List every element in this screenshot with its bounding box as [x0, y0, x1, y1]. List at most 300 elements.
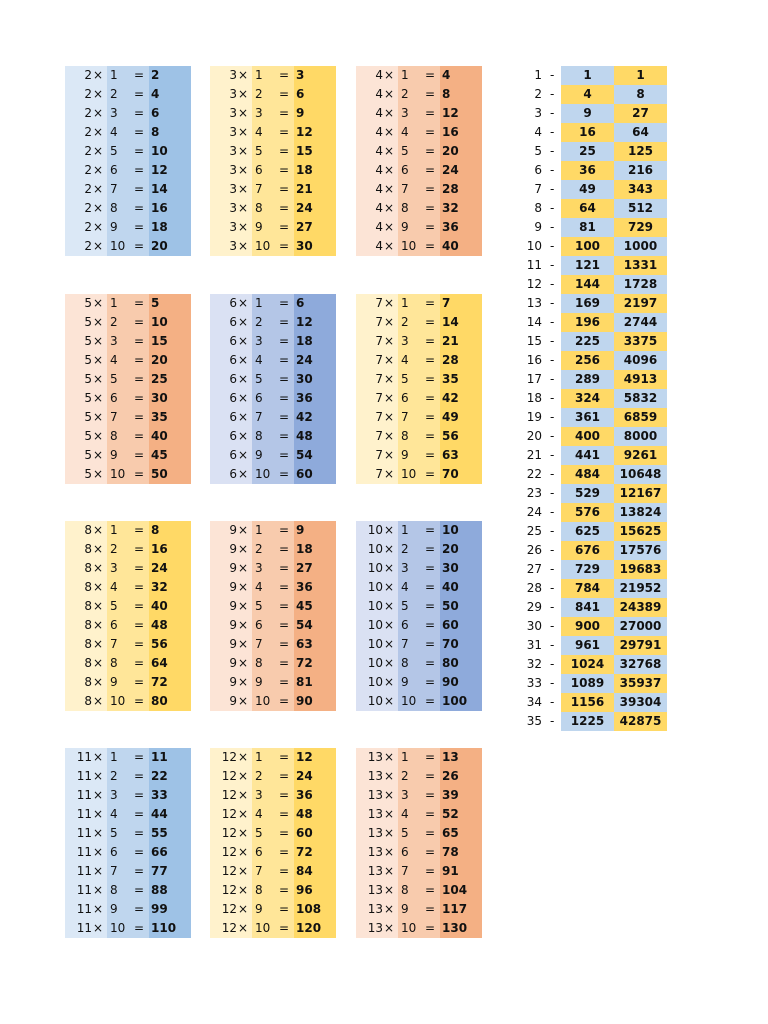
multiplicand: 6 — [229, 410, 237, 424]
times-sign: × — [384, 883, 395, 897]
multiplicand-cell — [65, 237, 107, 256]
product: 15 — [296, 144, 313, 158]
table-row — [65, 748, 191, 767]
table-row — [520, 123, 668, 142]
multiplicand-cell — [356, 218, 398, 237]
multiplicand-cell — [210, 881, 252, 900]
times-sign: × — [384, 296, 395, 310]
product-cell — [149, 786, 191, 805]
multiplier: 6 — [110, 163, 118, 177]
multiplier: 7 — [401, 864, 409, 878]
product: 7 — [442, 296, 451, 310]
multiplier-cell — [252, 692, 294, 711]
square-value: 144 — [561, 275, 614, 294]
multiplier: 10 — [255, 467, 271, 481]
product: 28 — [442, 353, 459, 367]
square-value: 961 — [561, 636, 614, 655]
multiplicand: 9 — [229, 675, 237, 689]
product: 10 — [442, 523, 459, 537]
number-label: 22 — [526, 467, 542, 481]
product: 18 — [296, 334, 313, 348]
multiplicand-cell — [65, 900, 107, 919]
table-row — [65, 351, 191, 370]
multiplicand-cell — [356, 370, 398, 389]
table-row — [210, 824, 336, 843]
dash: - — [550, 277, 555, 291]
table-row — [65, 199, 191, 218]
multiplicand-cell — [65, 919, 107, 938]
product-cell — [294, 824, 336, 843]
table-row — [356, 389, 482, 408]
product: 32 — [442, 201, 459, 215]
times-sign: × — [384, 675, 395, 689]
table-row — [65, 635, 191, 654]
times-table-5 — [65, 294, 191, 484]
multiplicand: 10 — [367, 523, 383, 537]
equals-sign: = — [425, 429, 436, 443]
times-sign: × — [238, 334, 249, 348]
table-row — [356, 446, 482, 465]
multiplier: 8 — [110, 656, 118, 670]
equals-sign: = — [134, 637, 145, 651]
multiplier-cell — [252, 389, 294, 408]
dash: - — [550, 106, 555, 120]
square-value: 9 — [561, 104, 614, 123]
multiplier: 1 — [255, 750, 263, 764]
product-cell — [149, 427, 191, 446]
equals-sign: = — [279, 902, 290, 916]
table-row — [210, 85, 336, 104]
multiplicand-cell — [210, 900, 252, 919]
product: 30 — [296, 239, 313, 253]
table-row — [210, 900, 336, 919]
equals-sign: = — [279, 334, 290, 348]
equals-sign: = — [134, 391, 145, 405]
times-table-13 — [356, 748, 482, 938]
number-label: 10 — [526, 239, 542, 253]
table-row — [520, 332, 668, 351]
table-row — [65, 824, 191, 843]
multiplier-cell — [398, 294, 440, 313]
table-row — [356, 199, 482, 218]
product-cell — [440, 578, 482, 597]
times-sign: × — [238, 921, 249, 935]
multiplicand: 9 — [229, 694, 237, 708]
times-sign: × — [93, 410, 104, 424]
dash: - — [550, 163, 555, 177]
equals-sign: = — [425, 561, 436, 575]
multiplier-cell — [107, 104, 149, 123]
equals-sign: = — [279, 788, 290, 802]
multiplier-cell — [107, 559, 149, 578]
times-sign: × — [384, 448, 395, 462]
multiplicand: 2 — [84, 68, 92, 82]
multiplicand-cell — [65, 142, 107, 161]
times-sign: × — [238, 902, 249, 916]
product: 130 — [442, 921, 468, 935]
table-row — [65, 370, 191, 389]
multiplicand: 6 — [229, 353, 237, 367]
multiplier: 9 — [110, 448, 118, 462]
multiplicand: 7 — [375, 467, 383, 481]
times-sign: × — [93, 807, 104, 821]
product: 49 — [442, 410, 459, 424]
cube-value: 1000 — [614, 237, 667, 256]
multiplier-cell — [107, 408, 149, 427]
multiplier-cell — [107, 824, 149, 843]
product: 6 — [151, 106, 160, 120]
table-row — [356, 919, 482, 938]
multiplicand-cell — [210, 446, 252, 465]
table-row — [65, 862, 191, 881]
times-table-11 — [65, 748, 191, 938]
times-sign: × — [384, 902, 395, 916]
table-row — [65, 919, 191, 938]
equals-sign: = — [279, 296, 290, 310]
product-cell — [294, 199, 336, 218]
product-cell — [149, 805, 191, 824]
product: 104 — [442, 883, 468, 897]
times-sign: × — [384, 542, 395, 556]
table-row — [520, 161, 668, 180]
product-cell — [440, 559, 482, 578]
product: 88 — [151, 883, 168, 897]
equals-sign: = — [279, 542, 290, 556]
square-value: 400 — [561, 427, 614, 446]
multiplier-cell — [252, 767, 294, 786]
table-row — [210, 540, 336, 559]
multiplicand: 12 — [221, 845, 237, 859]
equals-sign: = — [425, 694, 436, 708]
multiplicand-cell — [65, 805, 107, 824]
equals-sign: = — [134, 68, 145, 82]
table-row — [210, 465, 336, 484]
multiplicand: 12 — [221, 902, 237, 916]
multiplicand-cell — [210, 692, 252, 711]
times-sign: × — [384, 315, 395, 329]
multiplicand-cell — [65, 199, 107, 218]
multiplicand: 5 — [84, 372, 92, 386]
table-row — [65, 313, 191, 332]
multiplicand: 3 — [229, 220, 237, 234]
multiplier-cell — [252, 294, 294, 313]
multiplicand: 4 — [375, 163, 383, 177]
multiplier: 9 — [255, 902, 263, 916]
times-sign: × — [384, 788, 395, 802]
product-cell — [149, 673, 191, 692]
dash: - — [550, 714, 555, 728]
table-row — [356, 161, 482, 180]
product-cell — [149, 767, 191, 786]
multiplicand: 10 — [367, 694, 383, 708]
equals-sign: = — [134, 902, 145, 916]
equals-sign: = — [425, 201, 436, 215]
multiplier-cell — [252, 370, 294, 389]
table-row — [210, 862, 336, 881]
multiplicand-cell — [210, 237, 252, 256]
multiplicand-cell — [65, 85, 107, 104]
multiplicand-cell — [65, 408, 107, 427]
multiplicand-cell — [356, 597, 398, 616]
multiplicand: 4 — [375, 144, 383, 158]
product-cell — [440, 616, 482, 635]
dash: - — [550, 144, 555, 158]
equals-sign: = — [134, 410, 145, 424]
multiplier: 1 — [401, 68, 409, 82]
table-row — [356, 180, 482, 199]
equals-sign: = — [279, 315, 290, 329]
table-row — [356, 692, 482, 711]
table-row — [65, 540, 191, 559]
number-label: 20 — [526, 429, 542, 443]
table-row — [356, 786, 482, 805]
table-row — [210, 161, 336, 180]
multiplicand: 3 — [229, 182, 237, 196]
number-label: 16 — [526, 353, 542, 367]
product-cell — [149, 351, 191, 370]
product: 54 — [296, 618, 313, 632]
multiplicand: 2 — [84, 163, 92, 177]
equals-sign: = — [279, 561, 290, 575]
multiplier-cell — [252, 862, 294, 881]
product-cell — [294, 370, 336, 389]
equals-sign: = — [425, 448, 436, 462]
multiplier-cell — [252, 673, 294, 692]
product-cell — [294, 142, 336, 161]
dash: - — [550, 239, 555, 253]
table-row — [65, 692, 191, 711]
multiplier-cell — [107, 805, 149, 824]
times-sign: × — [93, 372, 104, 386]
multiplier: 5 — [401, 826, 409, 840]
product: 120 — [296, 921, 322, 935]
multiplicand: 13 — [367, 883, 383, 897]
equals-sign: = — [279, 125, 290, 139]
equals-sign: = — [425, 580, 436, 594]
multiplier-cell — [107, 180, 149, 199]
product: 99 — [151, 902, 168, 916]
times-sign: × — [384, 694, 395, 708]
multiplier: 1 — [255, 523, 263, 537]
multiplicand-cell — [356, 389, 398, 408]
product: 65 — [442, 826, 459, 840]
multiplier: 6 — [401, 391, 409, 405]
multiplier: 9 — [255, 448, 263, 462]
equals-sign: = — [425, 637, 436, 651]
multiplicand-cell — [210, 85, 252, 104]
table-row — [356, 578, 482, 597]
dash: - — [550, 258, 555, 272]
times-sign: × — [238, 864, 249, 878]
times-sign: × — [238, 448, 249, 462]
product: 6 — [296, 296, 305, 310]
number-label: 13 — [526, 296, 542, 310]
multiplier: 5 — [110, 599, 118, 613]
multiplicand: 8 — [84, 675, 92, 689]
product: 63 — [296, 637, 313, 651]
multiplicand-cell — [356, 199, 398, 218]
multiplier-cell — [252, 900, 294, 919]
product: 11 — [151, 750, 168, 764]
equals-sign: = — [279, 750, 290, 764]
equals-sign: = — [279, 87, 290, 101]
multiplier: 5 — [401, 599, 409, 613]
number-label: 34 — [526, 695, 542, 709]
multiplicand: 12 — [221, 807, 237, 821]
cube-value: 8 — [614, 85, 667, 104]
equals-sign: = — [425, 125, 436, 139]
table-row — [210, 180, 336, 199]
dash: - — [550, 448, 555, 462]
multiplier-cell — [107, 616, 149, 635]
product-cell — [294, 446, 336, 465]
product: 3 — [296, 68, 305, 82]
equals-sign: = — [425, 675, 436, 689]
multiplier-cell — [398, 654, 440, 673]
times-sign: × — [384, 599, 395, 613]
product: 54 — [296, 448, 313, 462]
equals-sign: = — [425, 864, 436, 878]
dash: - — [550, 410, 555, 424]
multiplier: 3 — [110, 106, 118, 120]
times-sign: × — [238, 239, 249, 253]
multiplicand: 9 — [229, 523, 237, 537]
multiplier-cell — [252, 805, 294, 824]
equals-sign: = — [425, 883, 436, 897]
square-value: 1156 — [561, 693, 614, 712]
dash: - — [550, 220, 555, 234]
table-row — [65, 673, 191, 692]
times-sign: × — [238, 637, 249, 651]
multiplier: 7 — [255, 637, 263, 651]
multiplier: 10 — [255, 921, 271, 935]
multiplicand: 9 — [229, 542, 237, 556]
multiplicand-cell — [65, 351, 107, 370]
table-row — [210, 66, 336, 85]
multiplier-cell — [107, 332, 149, 351]
multiplier: 10 — [255, 239, 271, 253]
table-row — [210, 332, 336, 351]
times-sign: × — [238, 182, 249, 196]
product-cell — [149, 104, 191, 123]
product-cell — [294, 408, 336, 427]
times-sign: × — [93, 220, 104, 234]
multiplicand-cell — [210, 180, 252, 199]
multiplier-cell — [107, 919, 149, 938]
table-row — [356, 294, 482, 313]
multiplicand: 2 — [84, 201, 92, 215]
product: 8 — [151, 125, 160, 139]
multiplier-cell — [398, 313, 440, 332]
product-cell — [440, 635, 482, 654]
multiplicand-cell — [65, 521, 107, 540]
cube-value: 729 — [614, 218, 667, 237]
table-row — [520, 541, 668, 560]
table-row — [520, 66, 668, 85]
multiplicand: 5 — [84, 353, 92, 367]
product-cell — [294, 578, 336, 597]
table-row — [356, 843, 482, 862]
multiplier-cell — [398, 692, 440, 711]
square-value: 16 — [561, 123, 614, 142]
multiplier-cell — [252, 313, 294, 332]
multiplicand: 7 — [375, 296, 383, 310]
product: 78 — [442, 845, 459, 859]
product: 21 — [296, 182, 313, 196]
multiplier: 5 — [401, 144, 409, 158]
multiplier: 7 — [110, 182, 118, 196]
multiplicand-cell — [356, 408, 398, 427]
cube-value: 19683 — [614, 560, 667, 579]
times-sign: × — [238, 68, 249, 82]
cube-value: 125 — [614, 142, 667, 161]
product: 10 — [151, 315, 168, 329]
product-cell — [440, 900, 482, 919]
cube-value: 5832 — [614, 389, 667, 408]
multiplicand: 8 — [84, 637, 92, 651]
multiplier-cell — [107, 218, 149, 237]
multiplier: 8 — [401, 883, 409, 897]
number-label: 23 — [526, 486, 542, 500]
equals-sign: = — [279, 448, 290, 462]
equals-sign: = — [134, 656, 145, 670]
multiplicand-cell — [210, 332, 252, 351]
equals-sign: = — [279, 220, 290, 234]
table-row — [520, 655, 668, 674]
times-sign: × — [238, 845, 249, 859]
table-row — [65, 597, 191, 616]
multiplicand-cell — [65, 161, 107, 180]
equals-sign: = — [425, 542, 436, 556]
multiplier-cell — [398, 578, 440, 597]
product-cell — [294, 180, 336, 199]
multiplier: 8 — [401, 656, 409, 670]
product: 50 — [151, 467, 168, 481]
multiplier-cell — [107, 767, 149, 786]
multiplier-cell — [252, 237, 294, 256]
multiplicand-cell — [210, 465, 252, 484]
product-cell — [149, 199, 191, 218]
multiplier: 7 — [255, 410, 263, 424]
multiplicand-cell — [356, 446, 398, 465]
equals-sign: = — [134, 296, 145, 310]
product-cell — [440, 805, 482, 824]
multiplicand: 8 — [84, 599, 92, 613]
multiplicand-cell — [356, 540, 398, 559]
dash: - — [550, 695, 555, 709]
multiplier: 2 — [401, 87, 409, 101]
multiplicand: 2 — [84, 239, 92, 253]
times-sign: × — [93, 788, 104, 802]
table-row — [210, 237, 336, 256]
product-cell — [149, 559, 191, 578]
product-cell — [440, 237, 482, 256]
times-sign: × — [93, 239, 104, 253]
multiplier-cell — [398, 180, 440, 199]
product: 90 — [442, 675, 459, 689]
multiplicand: 6 — [229, 334, 237, 348]
cube-value: 21952 — [614, 579, 667, 598]
number-label: 17 — [526, 372, 542, 386]
multiplicand: 2 — [84, 106, 92, 120]
cube-value: 29791 — [614, 636, 667, 655]
table-row — [520, 636, 668, 655]
table-row — [65, 654, 191, 673]
cube-value: 2197 — [614, 294, 667, 313]
table-row — [65, 123, 191, 142]
multiplicand: 2 — [84, 144, 92, 158]
table-row — [520, 408, 668, 427]
